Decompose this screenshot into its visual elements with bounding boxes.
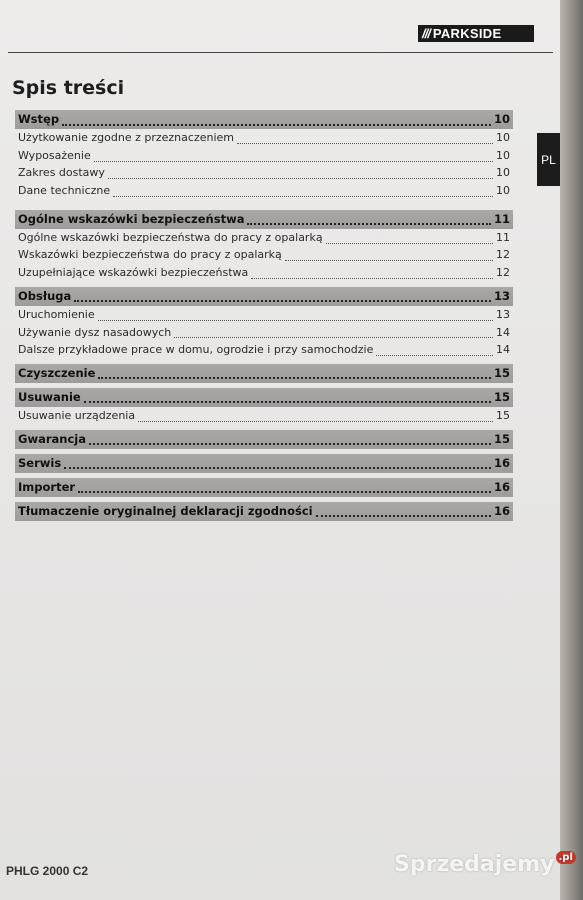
- toc-section-heading: [15, 454, 513, 473]
- toc-entry: [15, 246, 513, 264]
- toc-page-number: 14: [496, 325, 510, 339]
- toc-section-heading: [15, 388, 513, 407]
- toc-page-number: 11: [496, 230, 510, 244]
- toc-leader-dots: [174, 326, 493, 338]
- toc-label: Wskazówki bezpieczeństwa do pracy z opalarką: [18, 248, 282, 262]
- toc-entry: [15, 264, 513, 282]
- toc-leader-dots: [84, 391, 491, 403]
- toc-entry: [15, 407, 513, 425]
- toc-page-number: 16: [493, 455, 510, 470]
- logo-stripes: ///: [422, 26, 430, 41]
- toc-entry: [15, 164, 513, 182]
- toc-leader-dots: [98, 309, 493, 321]
- toc-label: Wstęp: [18, 112, 60, 126]
- page-title: Spis treści: [12, 77, 125, 99]
- watermark-suffix: .pl: [556, 851, 576, 864]
- toc-leader-dots: [98, 367, 491, 379]
- toc-leader-dots: [376, 344, 493, 356]
- toc-label: Ogólne wskazówki bezpieczeństwa: [18, 211, 245, 226]
- parkside-logo: [418, 25, 534, 42]
- toc-leader-dots: [94, 150, 493, 162]
- toc-label: Gwarancja: [18, 431, 86, 446]
- toc-label: Usuwanie: [18, 389, 81, 404]
- toc-page-number: 15: [493, 365, 510, 380]
- toc-page-number: 10: [496, 148, 510, 162]
- toc-leader-dots: [78, 481, 491, 493]
- toc-entry: [15, 147, 513, 165]
- toc-label: Obsługa: [18, 288, 72, 303]
- toc-label: Dane techniczne: [18, 184, 111, 198]
- toc-section-heading: [15, 110, 513, 129]
- toc-page-number: 12: [496, 248, 510, 262]
- toc-leader-dots: [89, 433, 491, 445]
- toc-label: Usuwanie urządzenia: [18, 408, 136, 422]
- toc-section-heading: [15, 478, 513, 497]
- toc-page-number: 12: [496, 266, 510, 280]
- toc-page-number: 10: [496, 166, 510, 180]
- toc-leader-dots: [285, 249, 493, 261]
- toc-page-number: 10: [496, 184, 510, 198]
- toc-leader-dots: [74, 290, 491, 302]
- toc-page-number: 14: [496, 343, 510, 357]
- toc-entry: [15, 129, 513, 147]
- toc-leader-dots: [108, 167, 493, 179]
- toc-page-number: 13: [496, 307, 510, 321]
- toc-page-number: 16: [493, 479, 510, 494]
- toc-entry: [15, 341, 513, 359]
- toc-leader-dots: [251, 267, 493, 279]
- toc-section-heading: [15, 364, 513, 383]
- toc-label: Zakres dostawy: [18, 166, 105, 180]
- logo-text: PARKSIDE: [432, 26, 502, 41]
- toc-page-number: 16: [493, 503, 510, 518]
- toc-leader-dots: [138, 410, 493, 422]
- toc-leader-dots: [64, 457, 491, 469]
- toc-label: Wyposażenie: [18, 148, 91, 162]
- model-number: PHLG 2000 C2: [6, 864, 89, 878]
- toc-entry: [15, 229, 513, 247]
- toc-label: Używanie dysz nasadowych: [18, 325, 172, 339]
- toc-section-heading: [15, 287, 513, 306]
- toc-entry: [15, 306, 513, 324]
- toc-leader-dots: [326, 232, 493, 244]
- toc-leader-dots: [113, 185, 493, 197]
- toc-leader-dots: [62, 114, 491, 126]
- toc-entry: [15, 324, 513, 342]
- toc-page-number: 15: [493, 431, 510, 446]
- toc-page-number: 11: [493, 211, 510, 226]
- toc-section-heading: [15, 430, 513, 449]
- toc-entry: [15, 182, 513, 200]
- toc-label: Importer: [18, 479, 76, 494]
- toc-label: Dalsze przykładowe prace w domu, ogrodzie i przy samochodzie: [18, 343, 374, 357]
- table-of-contents: [15, 110, 513, 521]
- toc-leader-dots: [237, 132, 493, 144]
- toc-label: Uzupełniające wskazówki bezpieczeństwa: [18, 266, 249, 280]
- toc-page-number: 15: [496, 408, 510, 422]
- toc-label: Serwis: [18, 455, 62, 470]
- watermark-text: Sprzedajemy: [394, 852, 555, 877]
- toc-page-number: 15: [493, 389, 510, 404]
- watermark: [394, 852, 576, 877]
- toc-label: Czyszczenie: [18, 365, 96, 380]
- toc-label: Uruchomienie: [18, 307, 95, 321]
- toc-section-heading: [15, 210, 513, 229]
- toc-page-number: 10: [493, 112, 510, 126]
- toc-page-number: 10: [496, 131, 510, 144]
- language-tab: PL: [537, 133, 560, 186]
- toc-label: Ogólne wskazówki bezpieczeństwa do pracy z opalarką: [18, 230, 323, 244]
- toc-section-heading: [15, 502, 513, 521]
- page-edge: [560, 0, 583, 900]
- header-divider: [8, 52, 553, 53]
- toc-leader-dots: [247, 213, 491, 225]
- toc-leader-dots: [316, 505, 491, 517]
- toc-label: Tłumaczenie oryginalnej deklaracji zgodności: [18, 503, 313, 518]
- toc-label: Użytkowanie zgodne z przeznaczeniem: [18, 131, 234, 144]
- toc-page-number: 13: [493, 288, 510, 303]
